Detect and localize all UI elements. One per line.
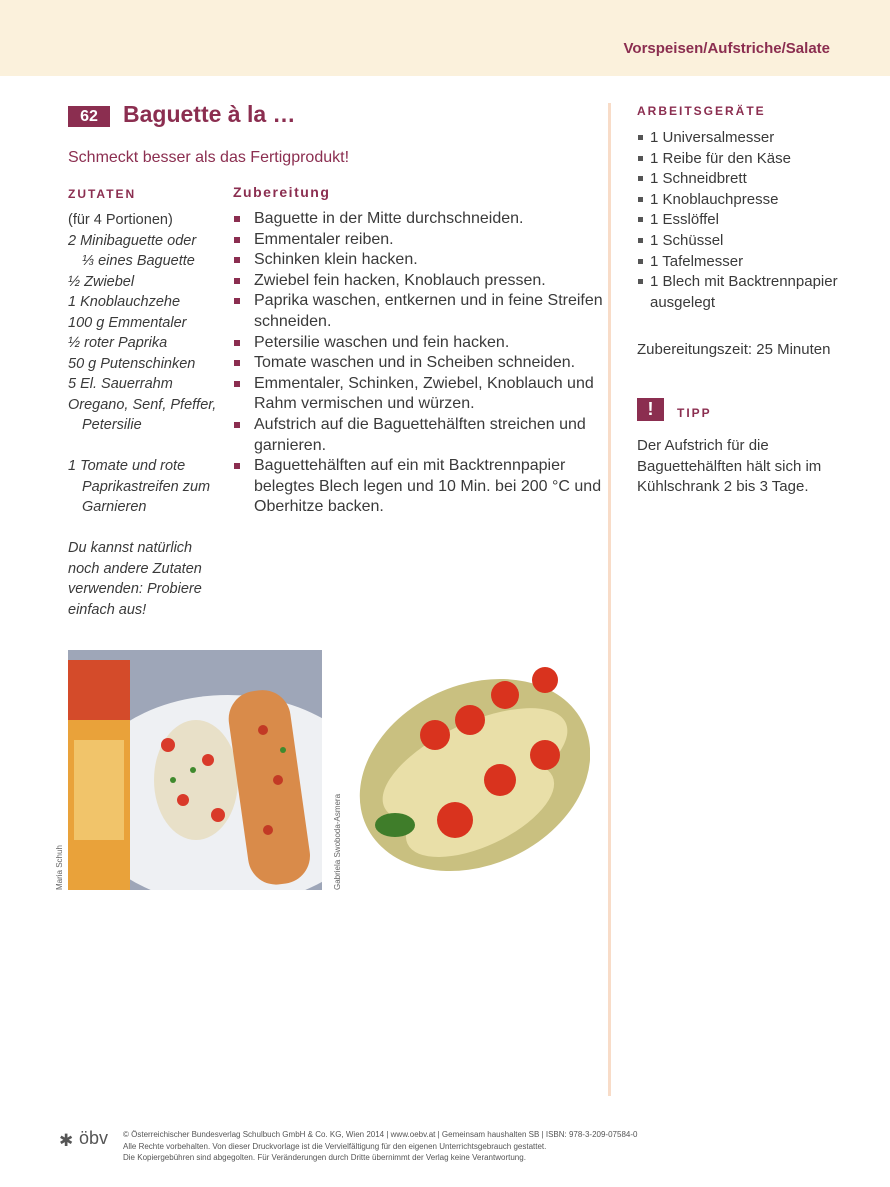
step-item: Baguette in der Mitte durchschneiden. bbox=[233, 209, 603, 230]
oebv-logo: öbv bbox=[79, 1128, 109, 1148]
bullet-icon bbox=[638, 135, 643, 140]
photo-baguette-plate bbox=[68, 650, 322, 890]
tool-item: 1 Tafelmesser bbox=[637, 252, 862, 273]
bullet-icon bbox=[638, 217, 643, 222]
garnish-item: 1 Tomate und rote bbox=[68, 458, 186, 474]
exclamation-icon: ! bbox=[637, 398, 664, 421]
preparation-steps bbox=[233, 209, 603, 518]
header-band bbox=[0, 0, 890, 76]
section-title: Vorspeisen/Aufstriche/Salate bbox=[623, 40, 830, 57]
bullet-icon bbox=[234, 360, 240, 366]
step-item: Aufstrich auf die Baguettehälften streichen und garnieren. bbox=[233, 415, 603, 456]
ingredient-item: Oregano, Senf, Pfeffer, bbox=[68, 396, 217, 413]
bullet-icon bbox=[638, 197, 643, 202]
ingredient-item: ⅓ eines Baguette bbox=[82, 253, 195, 269]
garnish-item: Garnieren bbox=[82, 499, 147, 515]
tool-item: 1 Schneidbrett bbox=[637, 169, 862, 190]
photo-credit: Gabriela Swoboda-Asmera bbox=[333, 793, 342, 890]
step-item: Emmentaler reiben. bbox=[233, 230, 603, 251]
step-item: Paprika waschen, entkernen und in feine Streifen schneiden. bbox=[233, 291, 603, 332]
prep-time: Zubereitungszeit: 25 Minuten bbox=[637, 341, 831, 358]
bullet-icon bbox=[234, 381, 240, 387]
step-item: Tomate waschen und in Scheiben schneiden. bbox=[233, 353, 603, 374]
tool-item: 1 Reibe für den Käse bbox=[637, 149, 862, 170]
tool-item: 1 Universalmesser bbox=[637, 128, 862, 149]
ingredient-item: 2 Minibaguette oder bbox=[68, 232, 197, 249]
bullet-icon bbox=[234, 278, 240, 284]
step-item: Emmentaler, Schinken, Zwiebel, Knoblauch und Rahm vermischen und würzen. bbox=[233, 374, 603, 415]
tools-heading: ARBEITSGERÄTE bbox=[637, 104, 766, 118]
tool-item: 1 Schüssel bbox=[637, 231, 862, 252]
bullet-icon bbox=[234, 422, 240, 428]
oebv-logo-icon: ✱ bbox=[59, 1131, 74, 1150]
ingredients-list bbox=[68, 210, 230, 620]
note-line: verwenden: Probiere bbox=[68, 581, 202, 597]
garnish-item: Paprikastreifen zum bbox=[82, 478, 211, 495]
bullet-icon bbox=[638, 156, 643, 161]
recipe-subtitle: Schmeckt besser als das Fertigprodukt! bbox=[68, 149, 350, 166]
recipe-number: 62 bbox=[68, 106, 110, 127]
footer-copyright: © Österreichischer Bundesverlag Schulbuch GmbH & Co. KG, Wien 2014 | www.oebv.at | Gemeinsam haushalten SB | ISBN: 978-3-209-07584-0 Alle Rechte vorbehalten. Von dieser Druckvorlage ist die Vervielfältigung für den eigenen Unterrichtsgebrauch gestattet. Die Kopiergebühren sind abgegolten. Für Veränderungen durch Dritte übernimmt der Verlag keine Verantwortung. bbox=[123, 1130, 638, 1162]
step-item: Zwiebel fein hacken, Knoblauch pressen. bbox=[233, 271, 603, 292]
bullet-icon bbox=[638, 176, 643, 181]
step-item: Petersilie waschen und fein hacken. bbox=[233, 333, 603, 354]
recipe-title: Baguette à la … bbox=[123, 101, 296, 127]
ingredients-heading: ZUTATEN bbox=[68, 187, 137, 201]
portions: (für 4 Portionen) bbox=[68, 212, 173, 228]
ingredient-item: 100 g Emmentaler bbox=[68, 314, 187, 331]
bullet-icon bbox=[234, 463, 240, 469]
ingredient-item: ½ roter Paprika bbox=[68, 335, 168, 351]
bullet-icon bbox=[234, 340, 240, 346]
photo-baguette-platter bbox=[350, 650, 590, 890]
column-divider bbox=[608, 103, 611, 1096]
bullet-icon bbox=[234, 257, 240, 263]
preparation-heading: Zubereitung bbox=[233, 184, 331, 200]
tool-item: 1 Esslöffel bbox=[637, 210, 862, 231]
bullet-icon bbox=[638, 279, 643, 284]
tool-item: 1 Knoblauchpresse bbox=[637, 190, 862, 211]
note-line: einfach aus! bbox=[68, 601, 147, 618]
step-item: Baguettehälften auf ein mit Backtrennpapier belegtes Blech legen und 10 Min. bei 200 °C und Oberhitze backen. bbox=[233, 456, 603, 518]
bullet-icon bbox=[234, 237, 240, 243]
ingredient-item: 1 Knoblauchzehe bbox=[68, 294, 181, 310]
bullet-icon bbox=[234, 216, 240, 222]
note-line: noch andere Zutaten bbox=[68, 560, 202, 577]
bullet-icon bbox=[638, 238, 643, 243]
ingredient-item: 50 g Putenschinken bbox=[68, 355, 196, 372]
step-item: Schinken klein hacken. bbox=[233, 250, 603, 271]
tip-label: TIPP bbox=[677, 406, 712, 420]
tip-text: Der Aufstrich für die Baguettehälften hält sich im Kühlschrank 2 bis 3 Tage. bbox=[637, 437, 822, 495]
bullet-icon bbox=[638, 259, 643, 264]
bullet-icon bbox=[234, 298, 240, 304]
tools-list bbox=[637, 128, 862, 313]
tool-item: 1 Blech mit Backtrennpapier ausgelegt bbox=[637, 272, 862, 313]
note-line: Du kannst natürlich bbox=[68, 540, 193, 556]
photo-credit: Maria Schuh bbox=[55, 845, 64, 890]
ingredient-item: 5 El. Sauerrahm bbox=[68, 376, 173, 392]
ingredient-item: ½ Zwiebel bbox=[68, 273, 135, 290]
ingredient-item: Petersilie bbox=[82, 417, 142, 433]
